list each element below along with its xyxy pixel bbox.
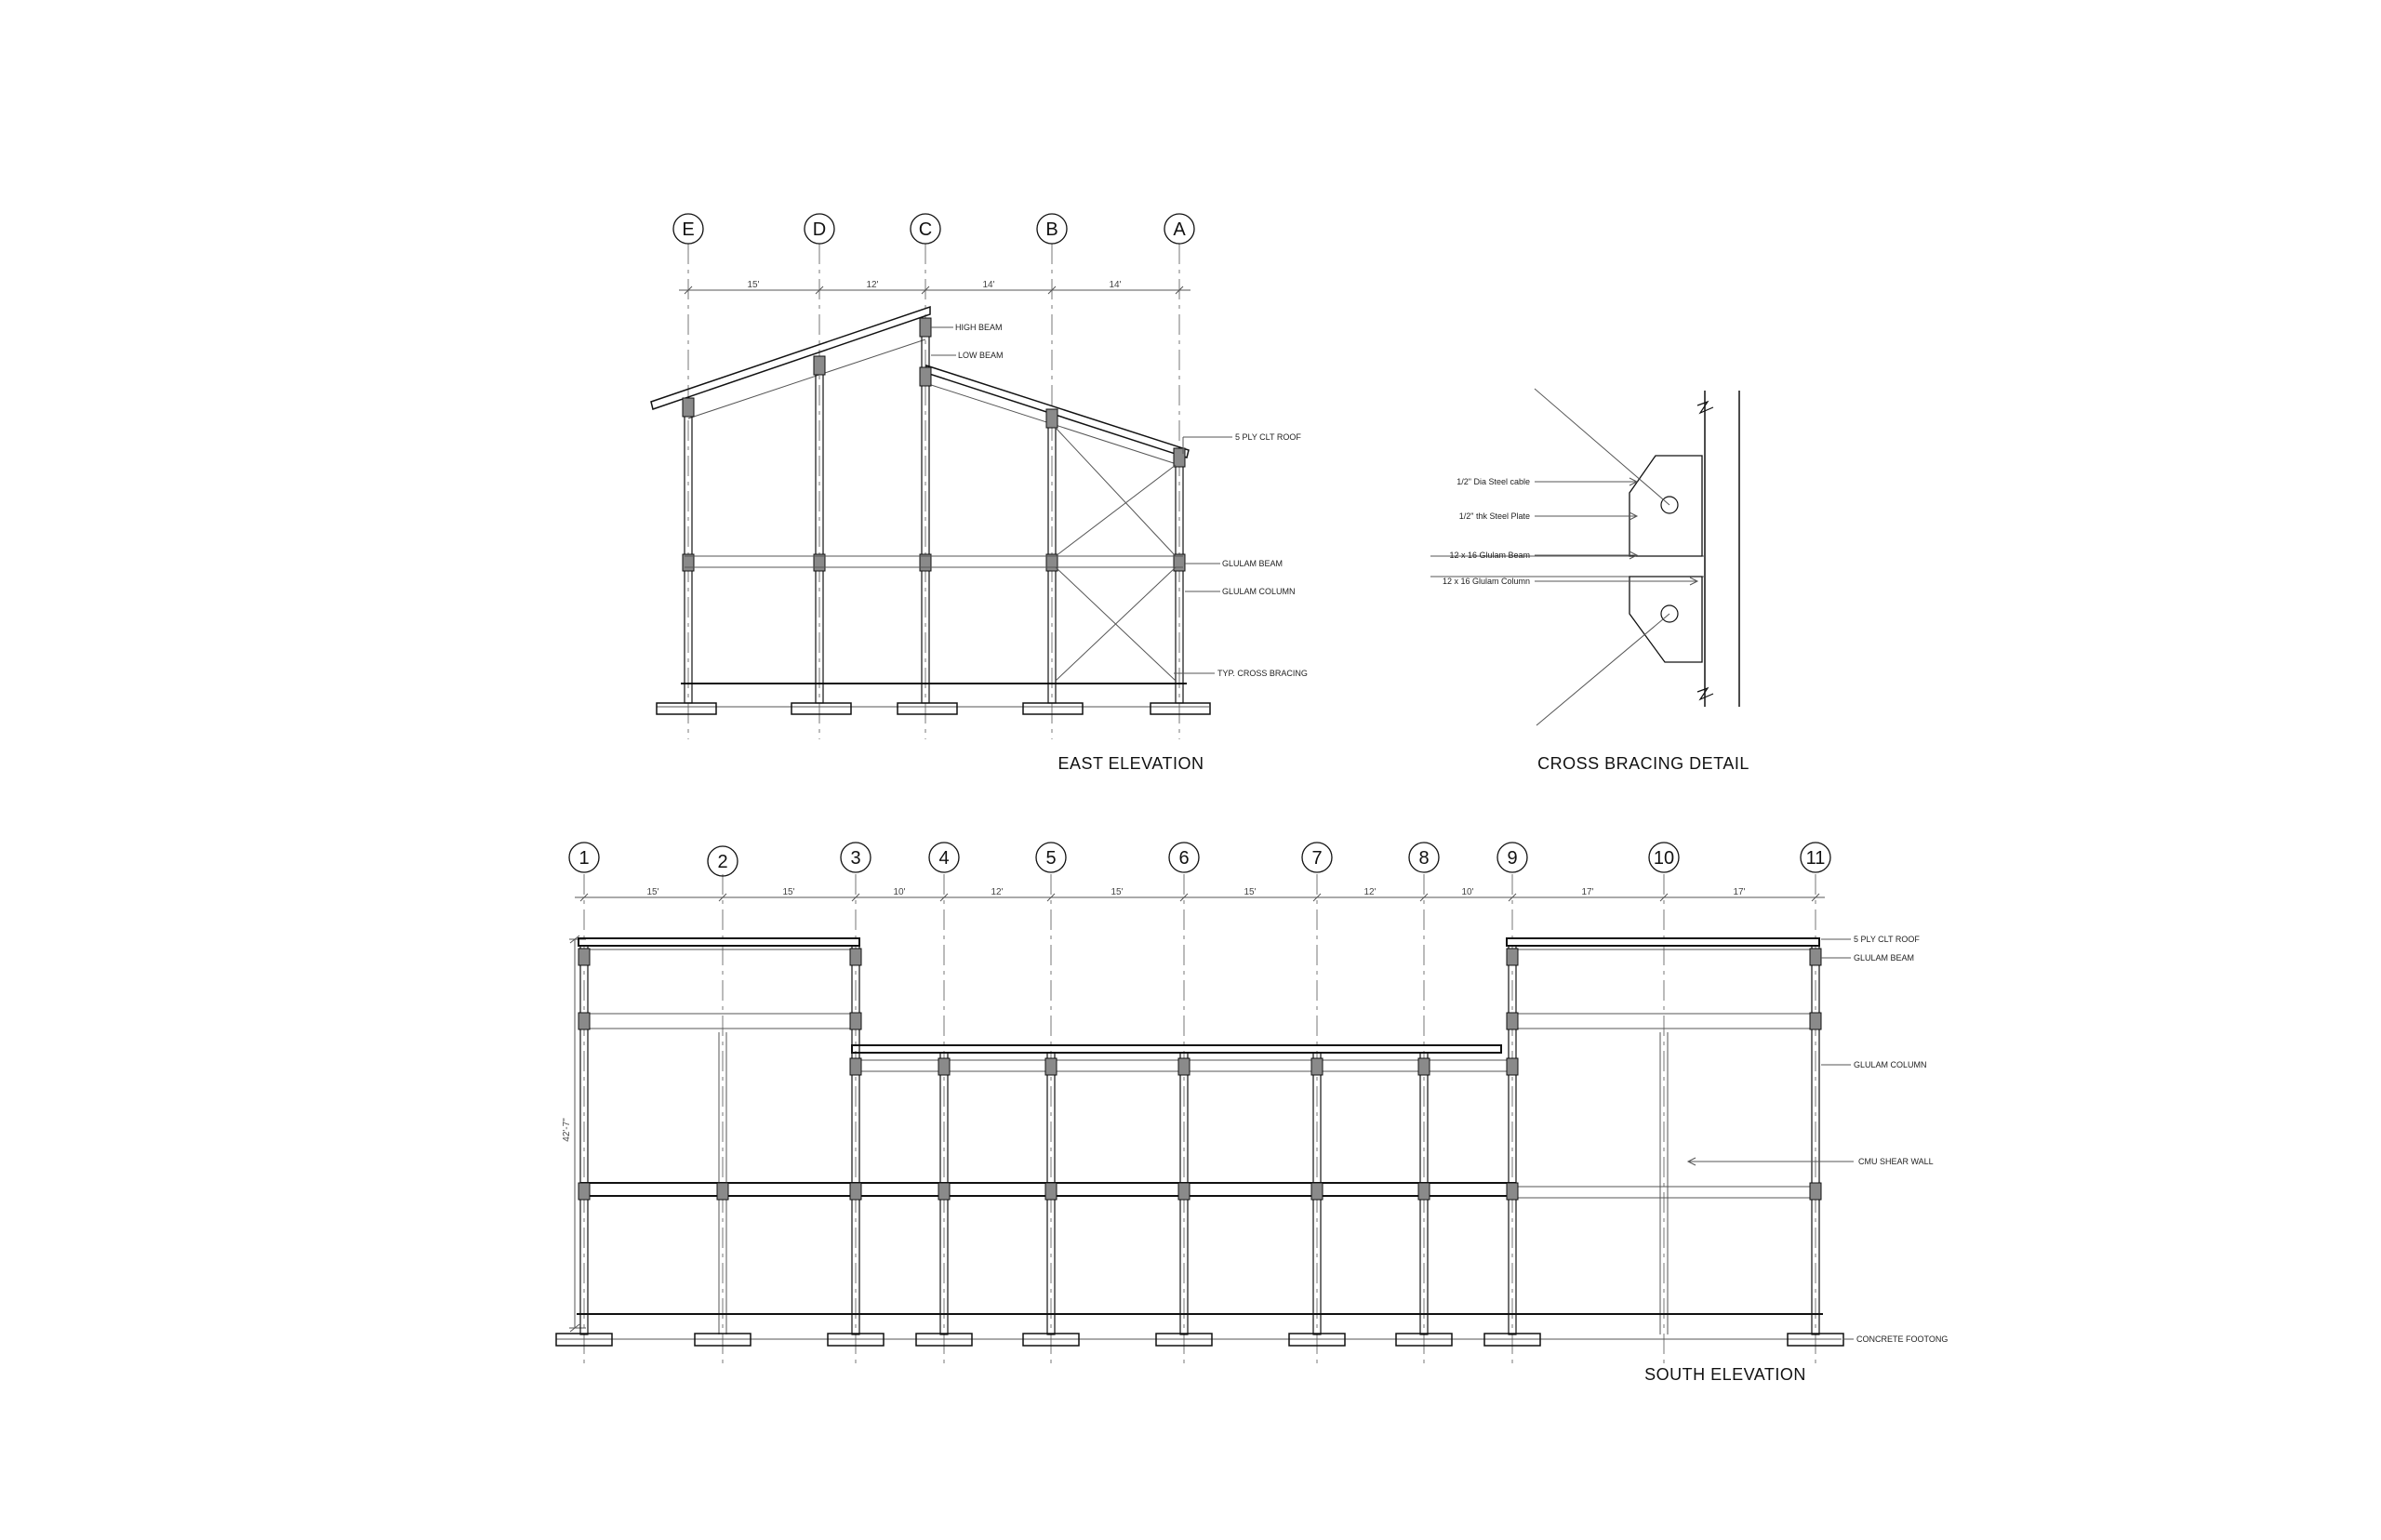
south-dim-10: 17' [1733,887,1746,897]
east-cross-bracing [1056,428,1176,681]
east-grid-bubble-b [1037,214,1067,244]
east-dimension-string [679,280,1190,294]
svg-text:9: 9 [1507,848,1518,869]
east-dim-1: 15' [747,280,760,290]
south-callouts [1688,935,1948,1344]
south-foundation [556,1314,1843,1346]
south-dimension-string [575,887,1825,901]
south-dim-8: 10' [1461,887,1474,897]
svg-text:8: 8 [1418,848,1430,869]
east-grid-bubble-d [805,214,834,244]
callout-south-glulam-beam: GLULAM BEAM [1854,953,1915,962]
south-floor-beams [580,949,1819,1198]
east-glulam-beam [685,556,1183,567]
callout-cmu-shear-wall: CMU SHEAR WALL [1858,1157,1934,1166]
south-grid-bubble-4 [929,843,959,872]
svg-text:10: 10 [1653,848,1675,869]
east-callouts [931,323,1308,678]
east-dim-3: 14' [982,280,995,290]
callout-high-beam: HIGH BEAM [955,323,1003,332]
east-dim-2: 12' [866,280,879,290]
south-grid-bubble-5 [1036,843,1066,872]
south-grid-bubble-8 [1409,843,1439,872]
callout-glulam-beam-detail: 12 x 16 Glulam Beam [1449,551,1530,560]
south-dim-3: 10' [893,887,906,897]
callout-concrete-footing: CONCRETE FOOTONG [1856,1334,1949,1344]
south-grid-bubble-1 [569,843,599,872]
cross-bracing-detail [1430,389,1749,773]
south-dim-5: 15' [1111,887,1124,897]
south-grid-bubble-9 [1497,843,1527,872]
callout-glulam-column: GLULAM COLUMN [1222,587,1296,596]
svg-text:7: 7 [1311,848,1323,869]
callout-south-glulam-column: GLULAM COLUMN [1854,1060,1927,1069]
svg-text:3: 3 [850,848,861,869]
south-dim-4: 12' [991,887,1004,897]
south-grid-bubble-10 [1649,843,1679,872]
south-dim-2: 15' [782,887,795,897]
callout-glulam-column-detail: 12 x 16 Glulam Column [1442,577,1530,586]
east-elevation [651,214,1308,773]
south-grid-bubble-2 [708,846,738,876]
south-grid-bubble-11 [1801,843,1830,872]
svg-text:1: 1 [579,848,590,869]
east-elevation-title: EAST ELEVATION [1057,754,1204,773]
callout-clt-roof: 5 PLY CLT ROOF [1235,432,1301,442]
south-roofs [579,938,1819,1053]
callout-south-clt-roof: 5 PLY CLT ROOF [1854,935,1920,944]
east-columns [685,325,1183,703]
callout-steel-cable: 1/2" Dia Steel cable [1457,477,1530,486]
south-grid-bubble-3 [841,843,871,872]
svg-text:2: 2 [717,852,728,872]
svg-text:E: E [682,219,695,240]
svg-text:C: C [918,219,933,240]
svg-text:4: 4 [938,848,950,869]
east-grid-bubble-e [673,214,703,244]
cross-bracing-detail-title: CROSS BRACING DETAIL [1537,754,1749,773]
callout-glulam-beam: GLULAM BEAM [1222,559,1284,568]
south-height-dimension [562,936,586,1332]
east-dim-4: 14' [1109,280,1122,290]
east-beam-caps [683,318,1185,571]
south-beam-caps [579,949,1821,1200]
svg-text:5: 5 [1045,848,1057,869]
south-dim-9: 17' [1581,887,1594,897]
callout-cross-bracing: TYP. CROSS BRACING [1217,669,1308,678]
callout-low-beam: LOW BEAM [958,351,1004,360]
south-grid-bubble-7 [1302,843,1332,872]
south-grid-bubble-6 [1169,843,1199,872]
south-dim-6: 15' [1244,887,1257,897]
svg-text:D: D [812,219,827,240]
east-foundation [657,684,1210,714]
south-elevation [556,843,1948,1384]
east-grid-bubble-c [911,214,940,244]
east-gridlines [688,244,1179,739]
south-columns [580,946,1819,1334]
svg-text:A: A [1173,219,1186,240]
svg-text:11: 11 [1805,848,1826,869]
south-gridlines [584,874,1816,1367]
south-dim-7: 12' [1363,887,1377,897]
svg-text:6: 6 [1178,848,1190,869]
south-height-label: 42'-7" [562,1118,572,1142]
svg-text:B: B [1045,219,1058,240]
east-grid-bubble-a [1164,214,1194,244]
south-elevation-title: SOUTH ELEVATION [1644,1365,1806,1384]
callout-steel-plate: 1/2" thk Steel Plate [1458,511,1530,521]
south-dim-1: 15' [646,887,659,897]
